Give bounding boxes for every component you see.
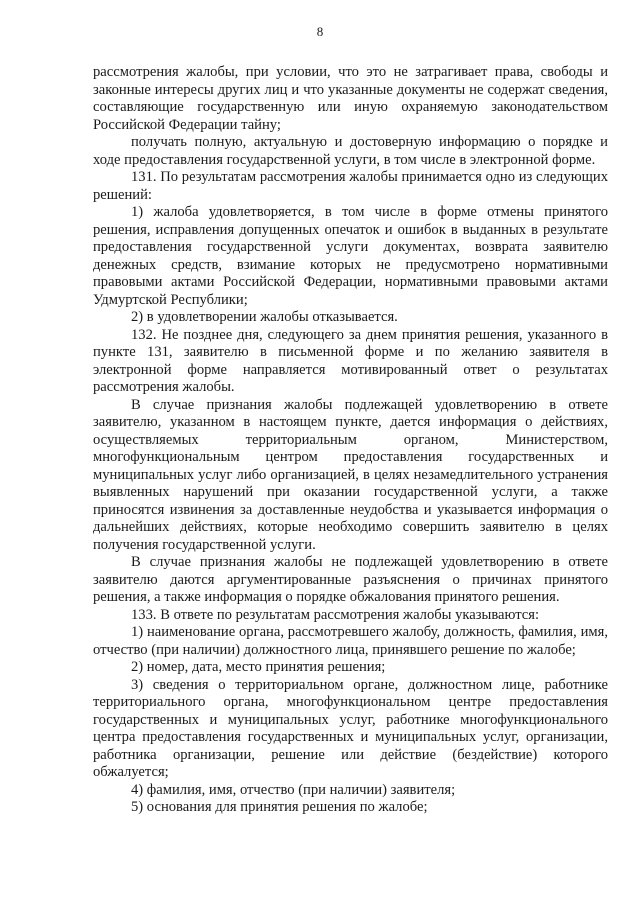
- paragraph-p-133-2: 2) номер, дата, место принятия решения;: [131, 659, 386, 675]
- paragraph-p-133-5: 5) основания для принятия решения по жалобе;: [131, 799, 428, 815]
- paragraph-p-receive: получать полную, актуальную и достоверную информацию о порядке и ходе предоставления государственной услуги, в том числе в электронной форме.: [93, 134, 608, 168]
- paragraph-p-133: 133. В ответе по результатам рассмотрения жалобы указываются:: [131, 606, 540, 623]
- paragraph-p-133-3: 3) сведения о территориальном органе, должностном лице, работнике территориального органа, многофункциональном центре предоставления государственных и муниципальных услуг, работнике многофункционального центра предоставления государственных и муниципальных услуг, организации, работника организации, решение или действие (бездействие) которого обжалуется;: [93, 676, 608, 780]
- paragraph-p-133-4: 4) фамилия, имя, отчество (при наличии) заявителя;: [131, 781, 456, 798]
- paragraph-p-132-a: В случае признания жалобы подлежащей удовлетворению в ответе заявителю, указанном в настоящем пункте, дается информация о действиях, осуществляемых территориальным органом, Министерством, многофункциональным центром предоставления государственных и муниципальных услуг либо организацией, в целях незамедлительного устранения выявленных нарушений при оказании государственной услуги, а также приносятся извинения за доставленные неудобства и указывается информация о дальнейших действиях, которые необходимо совершить заявителю в целях получения государственной услуги.: [93, 396, 608, 553]
- paragraph-p-132: 132. Не позднее дня, следующего за днем принятия решения, указанного в пункте 131, заявителю в письменной форме и по желанию заявителя в электронной форме направляется мотивированный ответ о результатах рассмотрения жалобы.: [93, 326, 608, 395]
- paragraph-p-131-2: 2) в удовлетворении жалобы отказывается.: [131, 309, 398, 325]
- paragraph-p-cont: рассмотрения жалобы, при условии, что это не затрагивает права, свободы и законные интересы других лиц и что указанные документы не содержат сведения, составляющие государственную или иную охраняемую законодательством Российской Федерации тайну;: [93, 64, 608, 133]
- document-text-body: [93, 64, 608, 817]
- paragraph-p-133-1: 1) наименование органа, рассмотревшего жалобу, должность, фамилия, имя, отчество (при наличии) должностного лица, принявшего решение по жалобе;: [93, 624, 608, 658]
- paragraph-p-132-b: В случае признания жалобы не подлежащей удовлетворению в ответе заявителю даются аргументированные разъяснения о причинах принятого решения, а также информация о порядке обжалования принятого решения.: [93, 554, 608, 605]
- paragraph-p-131-1: 1) жалоба удовлетворяется, в том числе в форме отмены принятого решения, исправления допущенных опечаток и ошибок в выданных в результате предоставления государственной услуги документах, возврата заявителю денежных средств, взимание которых не предусмотрено нормативными правовыми актами Российской Федерации, нормативными правовыми актами Удмуртской Республики;: [93, 204, 608, 308]
- paragraph-p-131: 131. По результатам рассмотрения жалобы принимается одно из следующих решений:: [93, 169, 608, 203]
- page-number: 8: [316, 24, 324, 39]
